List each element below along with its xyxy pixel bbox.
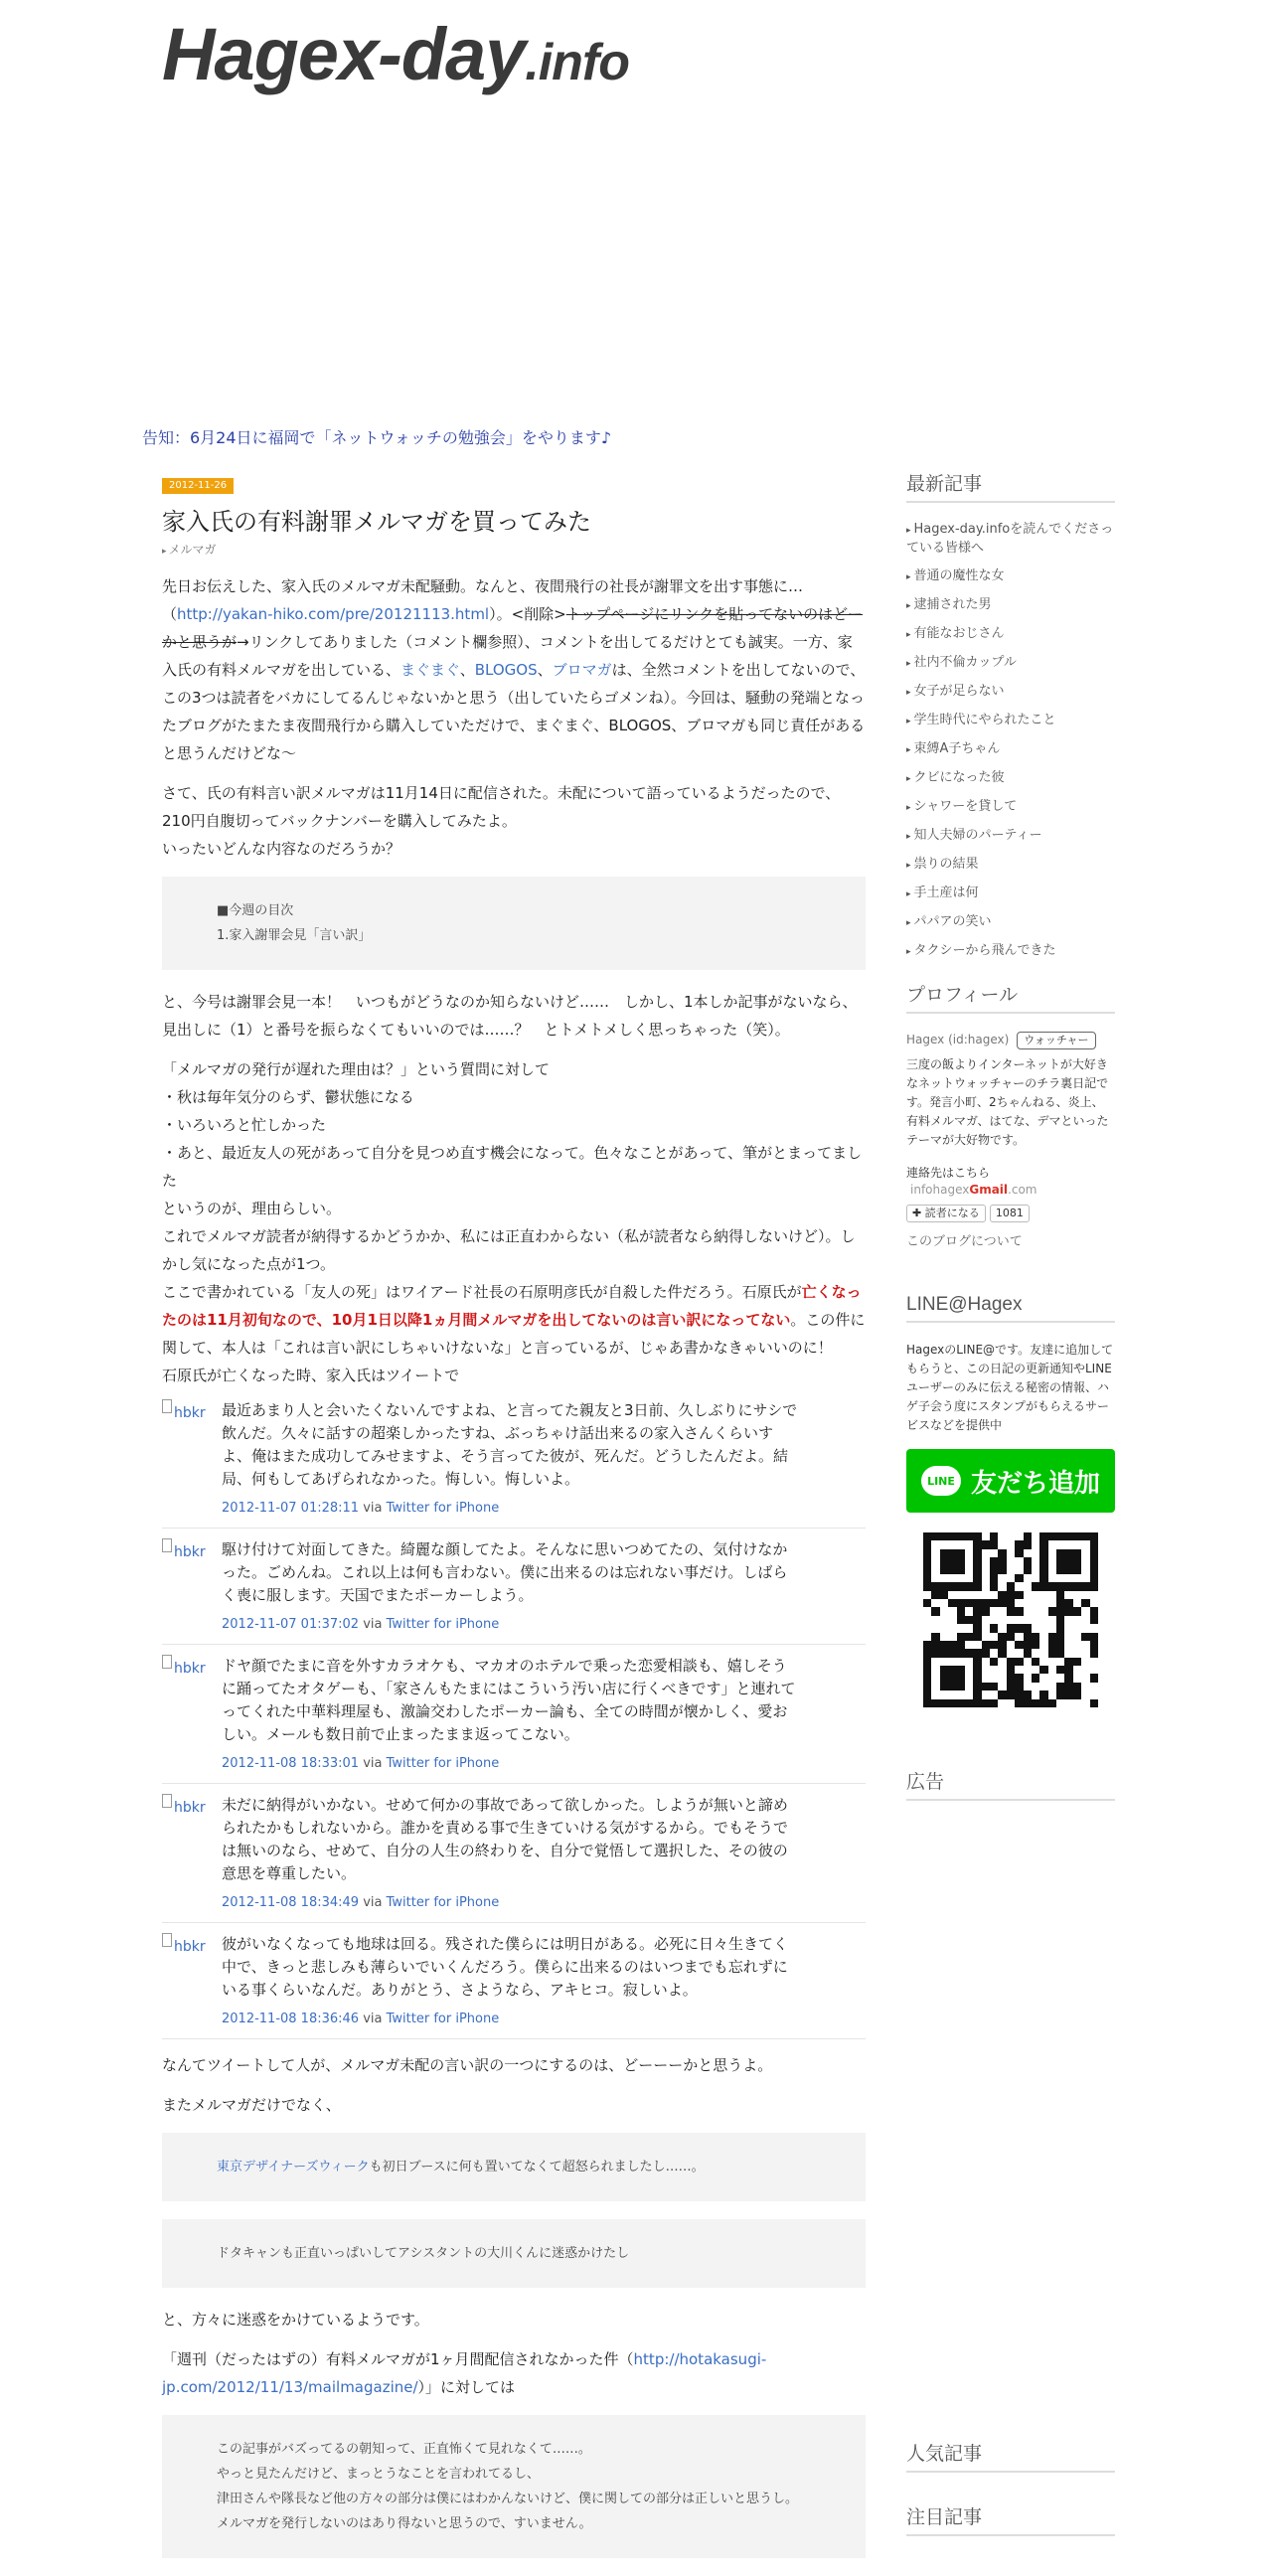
tweet-client[interactable]: Twitter for iPhone <box>386 2012 500 2026</box>
paragraph-5: なんてツイートして人が、メルマガ未配の言い訳の一つにするのは、どーーーかと思うよ。 <box>162 2056 773 2074</box>
tweet-client[interactable]: Twitter for iPhone <box>386 1501 500 1516</box>
recent-item[interactable]: ▸ 手土産は何 <box>906 885 1115 903</box>
contact-label: 連絡先はこちら <box>906 1166 991 1180</box>
about-blog-link[interactable]: このブログについて <box>906 1234 1023 1249</box>
profile-id[interactable]: Hagex (id:hagex) <box>906 1033 1010 1046</box>
profile-heading: プロフィール <box>906 980 1115 1014</box>
tweet-client[interactable]: Twitter for iPhone <box>386 1895 500 1910</box>
tweet <box>162 1923 866 2039</box>
line-description: HagexのLINE@です。友達に追加してもらうと、この日記の更新通知やLINEユーザーのみに伝える秘密の情報、ハゲ子会う度にスタンプがもらえるサービスなどを提供中 <box>906 1343 1114 1432</box>
popular-heading: 人気記事 <box>906 2439 1115 2473</box>
tweet-via: via <box>363 1895 383 1910</box>
recent-item[interactable]: ▸ 束縛A子ちゃん <box>906 740 1115 759</box>
blogos-link[interactable]: BLOGOS <box>474 661 538 679</box>
contact-address: infohagexGmail.com <box>910 1183 1037 1197</box>
tweet-text: 駆け付けて対面してきた。綺麗な顔してたよ。そんなに思いつめてたの、気付けなかった。ごめんね。これ以上は何も言わない。僕に出来るのは忘れない事だけ。しばらく喪に服します。天国でまたポーカーしよう。 <box>222 1540 788 1604</box>
tweet-list <box>162 1389 866 2039</box>
tweet-via: via <box>363 2012 383 2026</box>
recent-item[interactable]: ▸ パパアの笑い <box>906 913 1115 932</box>
line-logo-icon: LINE <box>921 1466 961 1496</box>
recent-item[interactable]: ▸ タクシーから飛んできた <box>906 942 1115 961</box>
designers-week-link[interactable]: 東京デザイナーズウィーク <box>217 2160 370 2174</box>
tweet-via: via <box>363 1617 383 1632</box>
entry-date: 2012-11-26 <box>162 478 234 494</box>
quote-designers-week: 東京デザイナーズウィークも初日ブースに何も置いてなくて超怒られましたし……。 <box>162 2133 866 2201</box>
recent-item[interactable]: ▸ クビになった彼 <box>906 769 1115 788</box>
entry-category[interactable]: ▸ メルマガ <box>162 541 866 561</box>
recent-posts-module <box>906 469 1115 971</box>
quote-toc: ■今週の目次 1.家入謝罪会見「言い訳」 <box>162 877 866 970</box>
tweet-avatar[interactable]: hbkr <box>162 1399 222 1520</box>
recent-item[interactable]: ▸ 有能なおじさん <box>906 625 1115 644</box>
paragraph-7: と、方々に迷惑をかけているようです。 <box>162 2311 429 2329</box>
recent-item[interactable]: ▸ 社内不倫カップル <box>906 654 1115 673</box>
recent-item[interactable]: ▸ 学生時代にやられたこと <box>906 712 1115 730</box>
tweet-via: via <box>363 1501 383 1516</box>
tweet-via: via <box>363 1756 383 1771</box>
recent-list <box>906 521 1115 961</box>
paragraph-8: 「週刊（だったはずの）有料メルマガが1ヶ月間配信されなかった件（http://hotakasugi-jp.com/2012/11/13/mailmagazine/）」に対しては <box>162 2350 767 2396</box>
recent-item[interactable]: ▸ 知人夫婦のパーティー <box>906 827 1115 846</box>
tweet-timestamp[interactable]: 2012-11-07 01:37:02 <box>222 1617 360 1632</box>
mag2-link[interactable]: まぐまぐ <box>400 661 460 679</box>
featured-module <box>906 2502 1115 2554</box>
profile-description: 三度の飯よりインターネットが大好きなネットウォッチャーのチラ裏日記です。発言小町、2ちゃんねる、炎上、有料メルマガ、はてな、デマといったテーマが大好物です。 <box>906 1057 1109 1147</box>
line-heading: LINE@Hagex <box>906 1294 1115 1323</box>
watch-button[interactable]: ウォッチャー <box>1017 1032 1095 1049</box>
popular-module <box>906 2439 1115 2491</box>
tweet-timestamp[interactable]: 2012-11-08 18:34:49 <box>222 1895 360 1910</box>
tweet-text: 彼がいなくなっても地球は回る。残された僕らには明日がある。必死に日々生きてく中で、きっと悲しみも薄らいでいくんだろう。僕らに出来るのはいつまでも忘れずにいる事くらいなんだ。ありがとう、さようなら、アキヒコ。寂しいよ。 <box>222 1935 789 1999</box>
hotakasugi-link[interactable]: http://hotakasugi-jp.com/2012/11/13/mailmagazine/ <box>162 2350 767 2396</box>
paragraph-2: さて、氏の有料言い訳メルマガは11月14日に配信された。未配について語っているようだったので、210円自腹切ってバックナンバーを購入してみたよ。 いったいどんな内容なのだろうか？ <box>162 784 841 858</box>
tweet-avatar[interactable]: hbkr <box>162 1655 222 1775</box>
recent-item[interactable]: ▸ シャワーを貸して <box>906 798 1115 817</box>
site-title[interactable]: Hagex-day.info <box>162 13 630 95</box>
subscriber-count: 1081 <box>990 1205 1030 1222</box>
tweet-text: 未だに納得がいかない。せめて何かの事故であって欲しかった。しようが無いと諦められたかもしれないから。誰かを責める事で生きていける気がするから。でもそうでは無いのなら、せめて、自分の人生の終わりを、自分で覚悟して選択した、その彼の意思を尊重したい。 <box>222 1796 789 1882</box>
ad-module <box>906 1767 1115 1819</box>
recent-item[interactable]: ▸ 普通の魔性な女 <box>906 567 1115 586</box>
line-qr-code <box>923 1532 1098 1707</box>
tweet <box>162 1389 866 1529</box>
tweet-timestamp[interactable]: 2012-11-08 18:36:46 <box>222 2012 360 2026</box>
tweet-avatar[interactable]: hbkr <box>162 1933 222 2030</box>
tweet-text: ドヤ顔でたまに音を外すカラオケも、マカオのホテルで乗った恋愛相談も、嬉しそうに踊ってたオタゲーも、「家さんもたまにはこういう汚い店に行くべきです」と連れてってくれた中華料理屋も、激論交わしたポーカー論も、全ての時間が懐かしく、愛おしい。メールも数日前で止まったまま返ってこない。 <box>222 1657 796 1743</box>
paragraph-3: と、今号は謝罪会見一本！ いつもがどうなのか知らないけど…… しかし、1本しか記事がないなら、見出しに（1）と番号を振らなくてもいいのでは……？ とトメトメしく思っちゃった（笑）。 <box>162 993 858 1039</box>
tweet <box>162 1529 866 1645</box>
notice-link[interactable]: 告知：6月24日に福岡で「ネットウォッチの勉強会」をやります♪ <box>142 428 612 447</box>
tweet-avatar[interactable]: hbkr <box>162 1538 222 1636</box>
article <box>162 469 866 2576</box>
quote-apology: この記事がバズってるの朝知って、正直怖くて見れなくて……。 やっと見たんだけど、まっとうなことを言われてるし、 津田さんや隊長など他の方々の部分は僕にはわかんないけど、僕に関しての部分は正しいと思うし。 メルマガを発行しないのはあり得ないと思うので、すいません。 <box>162 2415 866 2558</box>
subscribe-button[interactable]: ✚ 読者になる <box>906 1205 986 1222</box>
featured-heading: 注目記事 <box>906 2502 1115 2536</box>
tweet <box>162 1784 866 1923</box>
recent-item[interactable]: ▸ 女子が足らない <box>906 683 1115 702</box>
tweet-text: 最近あまり人と会いたくないんですよね、と言ってた親友と3日前、久しぶりにサシで飲んだ。久々に話すの超楽しかったすね、ぶっちゃけ話出来るの家入さんくらいすよ、俺はまた成功してみせますよ、そう言ってた彼が、死んだ。どうしたんだよ。結局、何もしてあげられなかった。悔しい。悔しいよ。 <box>222 1401 798 1488</box>
recent-item[interactable]: ▸ 祟りの結果 <box>906 856 1115 875</box>
recent-item[interactable]: ▸ 逮捕された男 <box>906 596 1115 615</box>
tweet-timestamp[interactable]: 2012-11-07 01:28:11 <box>222 1501 360 1516</box>
tweet-client[interactable]: Twitter for iPhone <box>386 1617 500 1632</box>
paragraph-1: 先日お伝えした、家入氏のメルマガ未配騒動。なんと、夜間飛行の社長が謝罪文を出す事態に…（http://yakan-hiko.com/pre/20121113.html）。<削除>トップページにリンクを貼ってないのはどーかと思うが→リンクしてありました（コメント欄参照）、コメントを出してるだけとても誠実。一方、家入氏の有料メルマガを出している、まぐまぐ、BLOGOS、ブロマガは、全然コメントを出してないので、この3つは読者をバカにしてるんじゃないかと思う（出していたらゴメンね）。今回は、騒動の発端となったブログがたまたま夜間飛行から購入していただけで、まぐまぐ、BLOGOS、ブロマガも同じ責任があると思うんだけどな〜 <box>162 577 866 762</box>
line-add-friend-button[interactable]: LINE 友だち追加 <box>906 1449 1115 1513</box>
line-module <box>906 1294 1115 1707</box>
paragraph-4: 「メルマガの発行が遅れた理由は？」という質問に対して ・秋は毎年気分のらず、鬱状態になる ・いろいろと忙しかった ・あと、最近友人の死があって自分を見つめ直す機会になって。色々なことがあって、筆がとまってました というのが、理由らしい。 これでメルマガ読者が納得するかどうかか、私には正直わからない（私が読者なら納得しないけど）。しかし気になった点が1つ。 ここで書かれている「友人の死」はワイアード社長の石原明彦氏が自殺した件だろう。石原氏が亡くなったのは11月初旬なので、10月1日以降1ヵ月間メルマガを出してないのは言い訳になってない。この件に関して、本人は「これは言い訳にしちゃいけないな」と言っているが、じゃあ書かなきゃいいのに！ 石原氏が亡くなった時、家入氏はツイートで <box>162 1060 866 1384</box>
recent-heading: 最新記事 <box>906 469 1115 503</box>
tweet-avatar[interactable]: hbkr <box>162 1794 222 1914</box>
yakan-hiko-link[interactable]: http://yakan-hiko.com/pre/20121113.html <box>177 605 490 623</box>
tweet <box>162 1645 866 1784</box>
tweet-client[interactable]: Twitter for iPhone <box>386 1756 500 1771</box>
profile-module <box>906 980 1115 1249</box>
tweet-timestamp[interactable]: 2012-11-08 18:33:01 <box>222 1756 360 1771</box>
quote-dotacan: ドタキャンも正直いっぱいしてアシスタントの大川くんに迷惑かけたし <box>162 2219 866 2288</box>
paragraph-6: またメルマガだけでなく、 <box>162 2096 341 2114</box>
bromaga-link[interactable]: ブロマガ <box>552 661 612 679</box>
recent-item[interactable]: ▸ Hagex-day.infoを読んでくださっている皆様へ <box>906 521 1115 558</box>
ad-heading: 広告 <box>906 1767 1115 1801</box>
entry-title[interactable]: 家入氏の有料謝罪メルマガを買ってみた <box>162 508 591 536</box>
